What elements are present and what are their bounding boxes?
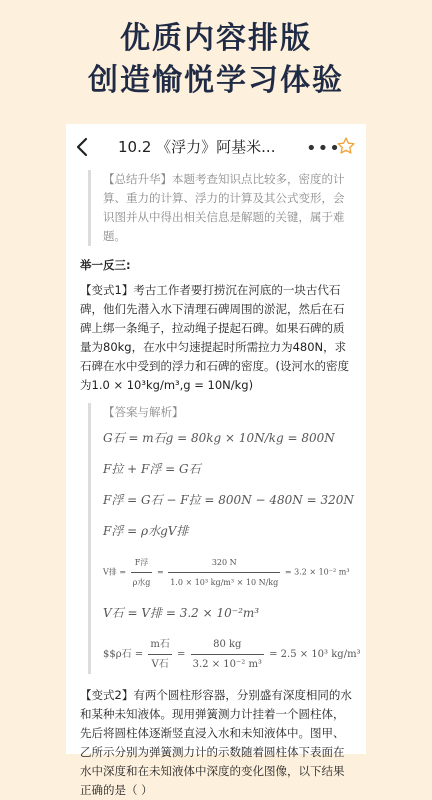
fraction (168, 553, 280, 592)
equation-3: F浮 = G石 − F拉 = 800N − 480N = 320N (103, 493, 354, 507)
equation-4: F浮 = ρ水gV排 (103, 524, 189, 538)
promo-line-1: 优质内容排版 (120, 21, 312, 56)
equation-1: G石 = m石g = 80kg × 10N/kg = 800N (103, 431, 335, 445)
promo-line-2: 创造愉悦学习体验 (88, 63, 344, 98)
fraction (148, 635, 171, 674)
more-options-icon[interactable]: ••• (306, 138, 341, 159)
summary-block: 【总结升华】本题考查知识点比较多，密度的计算、重力的计算、浮力的计算及其公式变形，会识图并从中得出相关信息是解题的关键，属于难题。 (88, 170, 354, 246)
numerator: m石 (148, 635, 171, 655)
equation-5-right: = 3.2 × 10⁻² m³ (284, 567, 350, 577)
answer-block (88, 403, 361, 674)
article-content (66, 170, 366, 800)
denominator: 3.2 × 10⁻² m³ (192, 659, 262, 670)
equation-7 (103, 635, 361, 674)
numerator: 80 kg (191, 635, 264, 655)
equation-6: V石 = V排 = 3.2 × 10⁻²m³ (103, 606, 260, 620)
equation-5-left: V排 = (103, 567, 127, 577)
fraction (131, 553, 153, 592)
variant-1-question: 【变式1】考古工作者要打捞沉在河底的一块古代石碑，他们先潜入水下清理石碑周围的淤泥，然后在石碑上绑一条绳子，拉动绳子提起石碑。如果石碑的质量为80kg，在水中匀速提起时所需拉力为480N，求石碑在水中受到的浮力和石碑的密度。(设河水的密度为1.0 × 10³kg/m³,g = 10N/kg) (80, 283, 349, 392)
equation-5 (103, 553, 354, 592)
numerator: F浮 (131, 553, 153, 573)
equation-2: F拉 + F浮 = G石 (103, 462, 201, 476)
variant-2-question: 【变式2】有两个圆柱形容器，分别盛有深度相同的水和某种未知液体。现用弹簧测力计挂着一个圆柱体，先后将圆柱体逐渐竖直浸入水和未知液体中。图甲、乙所示分别为弹簧测力计的示数随着圆柱体下表面在水中深度和在未知液体中深度的变化图像，以下结果正确的是（ ） (80, 688, 352, 797)
promo-heading (0, 18, 432, 102)
denominator: 1.0 × 10³ kg/m³ × 10 N/kg (170, 578, 279, 587)
equation-7-left: $$ρ石 = (103, 649, 144, 660)
equals: = (177, 649, 186, 660)
numerator: 320 N (168, 553, 280, 573)
page-title: 10.2 《浮力》阿基米... (118, 138, 276, 156)
section-heading: 举一反三: (80, 258, 131, 272)
denominator: V石 (151, 659, 169, 670)
fraction (191, 635, 264, 674)
equation-7-right: = 2.5 × 10³ kg/m³ (269, 649, 361, 660)
answer-label: 【答案与解析】 (103, 405, 184, 419)
content-card (66, 124, 366, 797)
top-bar (66, 124, 366, 170)
equals: = (156, 567, 164, 577)
denominator: ρ水g (132, 578, 151, 587)
favorite-star-icon[interactable] (336, 136, 356, 156)
back-icon[interactable] (72, 134, 94, 160)
